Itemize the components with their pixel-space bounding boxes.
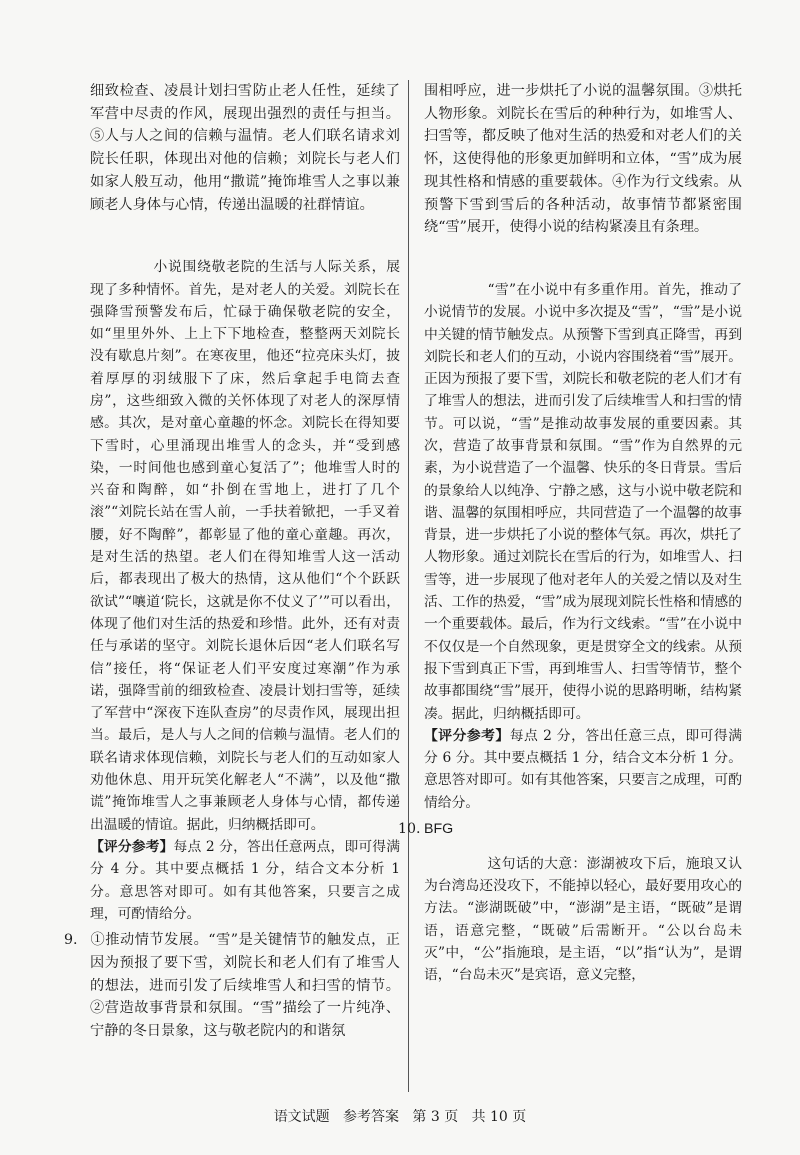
column-divider bbox=[408, 80, 409, 1092]
right-para-top: 围相呼应，进一步烘托了小说的温馨氛围。③烘托人物形象。刘院长在雪后的种种行为，如堆雪人、扫雪等，都反映了他对生活的热爱和对老人们的关怀，这使得他的形象更加鲜明和立体，“雪”成为展现其性格和情感的重要载体。④作为行文线索。从预警下雪到雪后的各种活动，故事情节都紧密围绕“雪”展开，使得小说的结构紧凑且有条理。 bbox=[424, 83, 742, 236]
left-column bbox=[64, 80, 400, 1043]
q10-answer bbox=[398, 818, 742, 841]
q10-number: 10. bbox=[398, 821, 421, 838]
scoring-label: 【评分参考】 bbox=[90, 838, 174, 855]
right-scoring bbox=[424, 725, 742, 814]
left-scoring bbox=[90, 836, 400, 925]
right-para-main: “雪”在小说中有多重作用。首先，推动了小说情节的发展。小说中多次提及“雪”，“雪”是小说中关键的情节触发点。从预警下雪到真正降雪，再到刘院长和老人们的互动，小说内容围绕着“雪”展开。正因为预报了要下雪，刘院长和敬老院的老人们才有了堆雪人的想法，进而引发了后续堆雪人和扫雪的情节。可以说，“雪”是推动故事发展的重要因素。其次，营造了故事背景和氛围。“雪”作为自然界的元素，为小说营造了一个温馨、快乐的冬日背景。雪后的景象给人以纯净、宁静之感，这与小说中敬老院和谐、温馨的氛围相呼应，共同营造了一个温馨的故事背景，进一步烘托了小说的整体气氛。再次，烘托了人物形象。通过刘院长在雪后的行为，如堆雪人、扫雪等，进一步展现了他对老年人的关爱之情以及对生活、工作的热爱，“雪”成为展现刘院长性格和情感的一个重要载体。最后，作为行文线索。“雪”在小说中不仅仅是一个自然现象，更是贯穿全文的线索。从预报下雪到真正下雪，再到堆雪人、扫雪等情节，整个故事都围绕“雪”展开，使得小说的思路明晰，结构紧凑。据此，归纳概括即可。 bbox=[424, 281, 742, 722]
q9-number: 9. bbox=[64, 932, 78, 949]
left-para-main: 小说围绕敬老院的生活与人际关系，展现了多种情怀。首先，是对老人的关爱。刘院长在强降雪预警发布后，忙碌于确保敬老院的安全，如“里里外外、上上下下地检查，整整两天刘院长没有歇息片刻”。在寒夜里，他还“拉亮床头灯，披着厚厚的羽绒服下了床，然后拿起手电筒去查房”，这些细致入微的关怀体现了对老人的深厚情感。其次，是对童心童趣的怀念。刘院长在得知要下雪时，心里涌现出堆雪人的念头，并“受到感染，一时间他也感到童心复活了”；他堆雪人时的兴奋和陶醉，如“扑倒在雪地上，进打了几个滚”“刘院长站在雪人前，一手扶着锨把，一手叉着腰，好不陶醉”，都彰显了他的童心童趣。再次，是对生活的热望。老人们在得知堆雪人这一活动后，都表现出了极大的热情，这从他们“个个跃跃欲试”“嚷道‘院长，这就是你不仗义了’”可以看出，体现了他们对生活的热爱和珍惜。此外，还有对责任与承诺的坚守。刘院长退休后因“老人们联名写信”接任，将“保证老人们平安度过寒潮”作为承诺，强降雪前的细致检查、凌晨计划扫雪等，延续了军营中“深夜下连队查房”的尽责作风，展现出担当。最后，是人与人之间的信赖与温情。老人们的联名请求体现信赖，刘院长与老人们的互动如家人劝他休息、用开玩笑化解老人“不满”，以及他“撒谎”掩饰堆雪人之事兼顾老人身体与心情，都传递出温暖的情谊。据此，归纳概括即可。 bbox=[90, 259, 400, 833]
left-para-top: 细致检查、凌晨计划扫雪防止老人任性，延续了军营中尽责的作风，展现出强烈的责任与担当。⑤人与人之间的信赖与温情。老人们联名请求刘院长任职，体现出对他的信赖；刘院长与老人们如家人般互动，他用“撒谎”掩饰堆雪人之事以兼顾老人身体与心情，传递出温暖的社群情谊。 bbox=[90, 83, 400, 213]
page-footer bbox=[0, 1106, 800, 1126]
q10-explanation: 这句话的大意：澎湖被攻下后，施琅又认为台湾岛还没攻下，不能掉以轻心，最好要用攻心的方法。“澎湖既破”中，“澎湖”是主语，“既破”是谓语，语意完整，“既破”后需断开。“公以台岛未灭”中，“公”指施琅，是主语，“以”指“认为”，是谓语，“台岛未灭”是宾语，意义完整， bbox=[424, 855, 742, 984]
footer-page: 第 3 页 bbox=[412, 1109, 459, 1125]
scoring-text: 每点 2 分，答出任意三点，即可得满分 6 分。其中要点概括 1 分，结合文本分析 1 分。意思答对即可。如有其他答案，只要言之成理，可酌情给分。 bbox=[424, 727, 742, 811]
scoring-label: 【评分参考】 bbox=[424, 727, 510, 744]
scoring-text: 每点 2 分，答出任意两点，即可得满分 4 分。其中要点概括 1 分，结合文本分析 1 分。意思答对即可。如有其他答案，只要言之成理，可酌情给分。 bbox=[90, 838, 400, 922]
q9-text: ①推动情节发展。“雪”是关键情节的触发点，正因为预报了要下雪，刘院长和老人们有了堆雪人的想法，进而引发了后续堆雪人和扫雪的情节。②营造故事背景和氛围。“雪”描绘了一片纯净、宁静的冬日景象，这与敬老院内的和谐氛 bbox=[90, 932, 400, 1039]
right-column bbox=[398, 80, 742, 987]
q10-letters: BFG bbox=[424, 821, 454, 838]
q9-answer bbox=[64, 929, 400, 1043]
footer-total: 共 10 页 bbox=[471, 1109, 527, 1125]
footer-subject: 语文试题 bbox=[273, 1109, 330, 1125]
footer-answer-label: 参考答案 bbox=[343, 1109, 400, 1125]
